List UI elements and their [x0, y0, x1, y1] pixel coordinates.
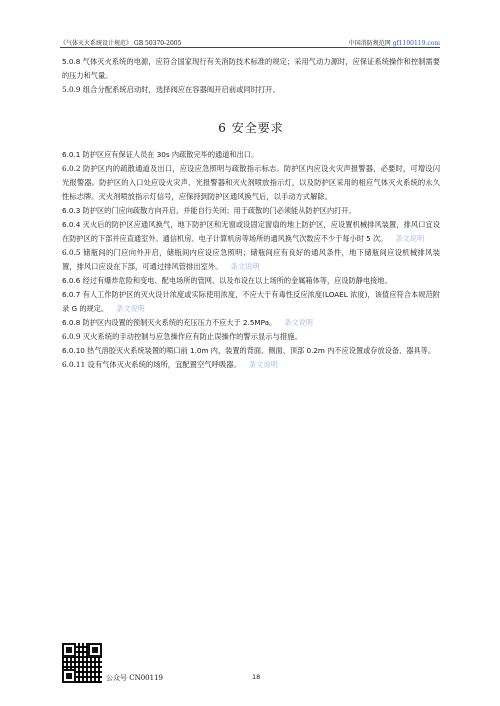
- clause-text: 6.0.2 防护区内的疏散通道及出口，应设应急照明与疏散指示标志。防护区内应设火灾声报警器，必要时，可增设闪光报警器。防护区的入口处应设火灾声、光报警器和灭火剂喷放指示灯，以及防护区采用的相应气体灭火系统的永久性标志牌。灭火剂喷放指示灯信号，应保持到防护区通风换气后，以手动方式解除。: [62, 164, 440, 201]
- section-heading: 6 安全要求: [218, 121, 284, 135]
- clause-6-0-5: [62, 246, 440, 274]
- qr-code-icon: [62, 643, 102, 683]
- clause-text: 6.0.3 防护区的门应向疏散方向开启，并能自行关闭；用于疏散的门必须能从防护区内打开。: [62, 206, 356, 215]
- clause-text: 6.0.1 防护区应有保证人员在 30s 内疏散完毕的通道和出口。: [62, 150, 259, 159]
- clause-6-0-8: [62, 316, 440, 330]
- clause-text: 6.0.5 储瓶间的门应向外开启，储瓶间内应设应急照明；储瓶间应有良好的通风条件，地下储瓶间应设机械排风装置，排风口应设在下部，可通过排风管排出室外。: [62, 248, 440, 271]
- header-divider: [60, 47, 440, 48]
- clause-text: 6.0.7 有人工作防护区的灭火设计浓度或实际使用浓度，不应大于有毒性反应浓度(LOAEL 浓度)，该值应符合本规范附录 G 的规定。: [62, 290, 440, 313]
- explanation-link[interactable]: 条文说明: [395, 234, 425, 243]
- header-site-name: 中国消防规范网: [348, 40, 391, 47]
- document-body: [62, 55, 440, 372]
- header-doc-title: 《气体灭火系统设计规范》 GB 50370-2005: [60, 40, 182, 47]
- page-number: 18: [252, 673, 261, 681]
- clause-text: 6.0.6 经过有爆炸危险和变电、配电场所的管网、以及布设在以上场所的金属箱体等，应设防静电接地。: [62, 276, 392, 285]
- explanation-link[interactable]: 条文说明: [230, 262, 260, 271]
- explanation-link[interactable]: 条文说明: [248, 360, 278, 369]
- clause-text: 6.0.8 防护区内设置的预制灭火系统的充压压力不应大于 2.5MPa。: [62, 318, 277, 327]
- clause-5-0-9: 5.0.9 组合分配系统启动时，选择阀应在容器阀开启前或同时打开。: [62, 85, 280, 94]
- clause-6-0-6: [62, 274, 440, 288]
- explanation-link[interactable]: 条文说明: [116, 304, 145, 313]
- header-site: [349, 38, 440, 47]
- clause-6-0-9: [62, 330, 440, 344]
- clause-text: 6.0.4 灭火后的防护区应通风换气，地下防护区和无窗或设固定窗扇的地上防护区，应设置机械排风装置，排风口宜设在防护区的下部并应直通室外。通信机房、电子计算机房等场所的通风换气次数应不少于每小时 5 次。: [62, 220, 440, 243]
- clause-text: 6.0.11 设有气体灭火系统的场所，宜配置空气呼吸器。: [62, 360, 241, 369]
- clause-text: 6.0.10 热气溶胶灭火系统装置的喷口前 1.0m 内，装置的背面、侧面、顶部 0.2m 内不应设置或存放设备、器具等。: [62, 346, 436, 355]
- clause-text: 6.0.9 灭火系统的手动控制与应急操作应有防止误操作的警示显示与措施。: [62, 332, 302, 341]
- clause-5-0-8: 5.0.8 气体灭火系统的电源，应符合国家现行有关消防技术标准的规定；采用气动力源时，应保证系统操作和控制需要的压力和气量。: [62, 57, 440, 80]
- clause-6-0-3: [62, 204, 440, 218]
- clause-6-0-1: [62, 148, 440, 162]
- clause-6-0-11: [62, 358, 440, 372]
- clause-6-0-2: [62, 162, 440, 204]
- wechat-account: 公众号 CN00119: [106, 674, 163, 682]
- page-footer: [62, 643, 438, 693]
- clause-6-0-7: [62, 288, 440, 316]
- clause-6-0-10: [62, 344, 440, 358]
- explanation-link[interactable]: 条文说明: [284, 318, 313, 327]
- header-site-url[interactable]: gf1190119.com: [392, 40, 440, 47]
- clause-6-0-4: [62, 218, 440, 246]
